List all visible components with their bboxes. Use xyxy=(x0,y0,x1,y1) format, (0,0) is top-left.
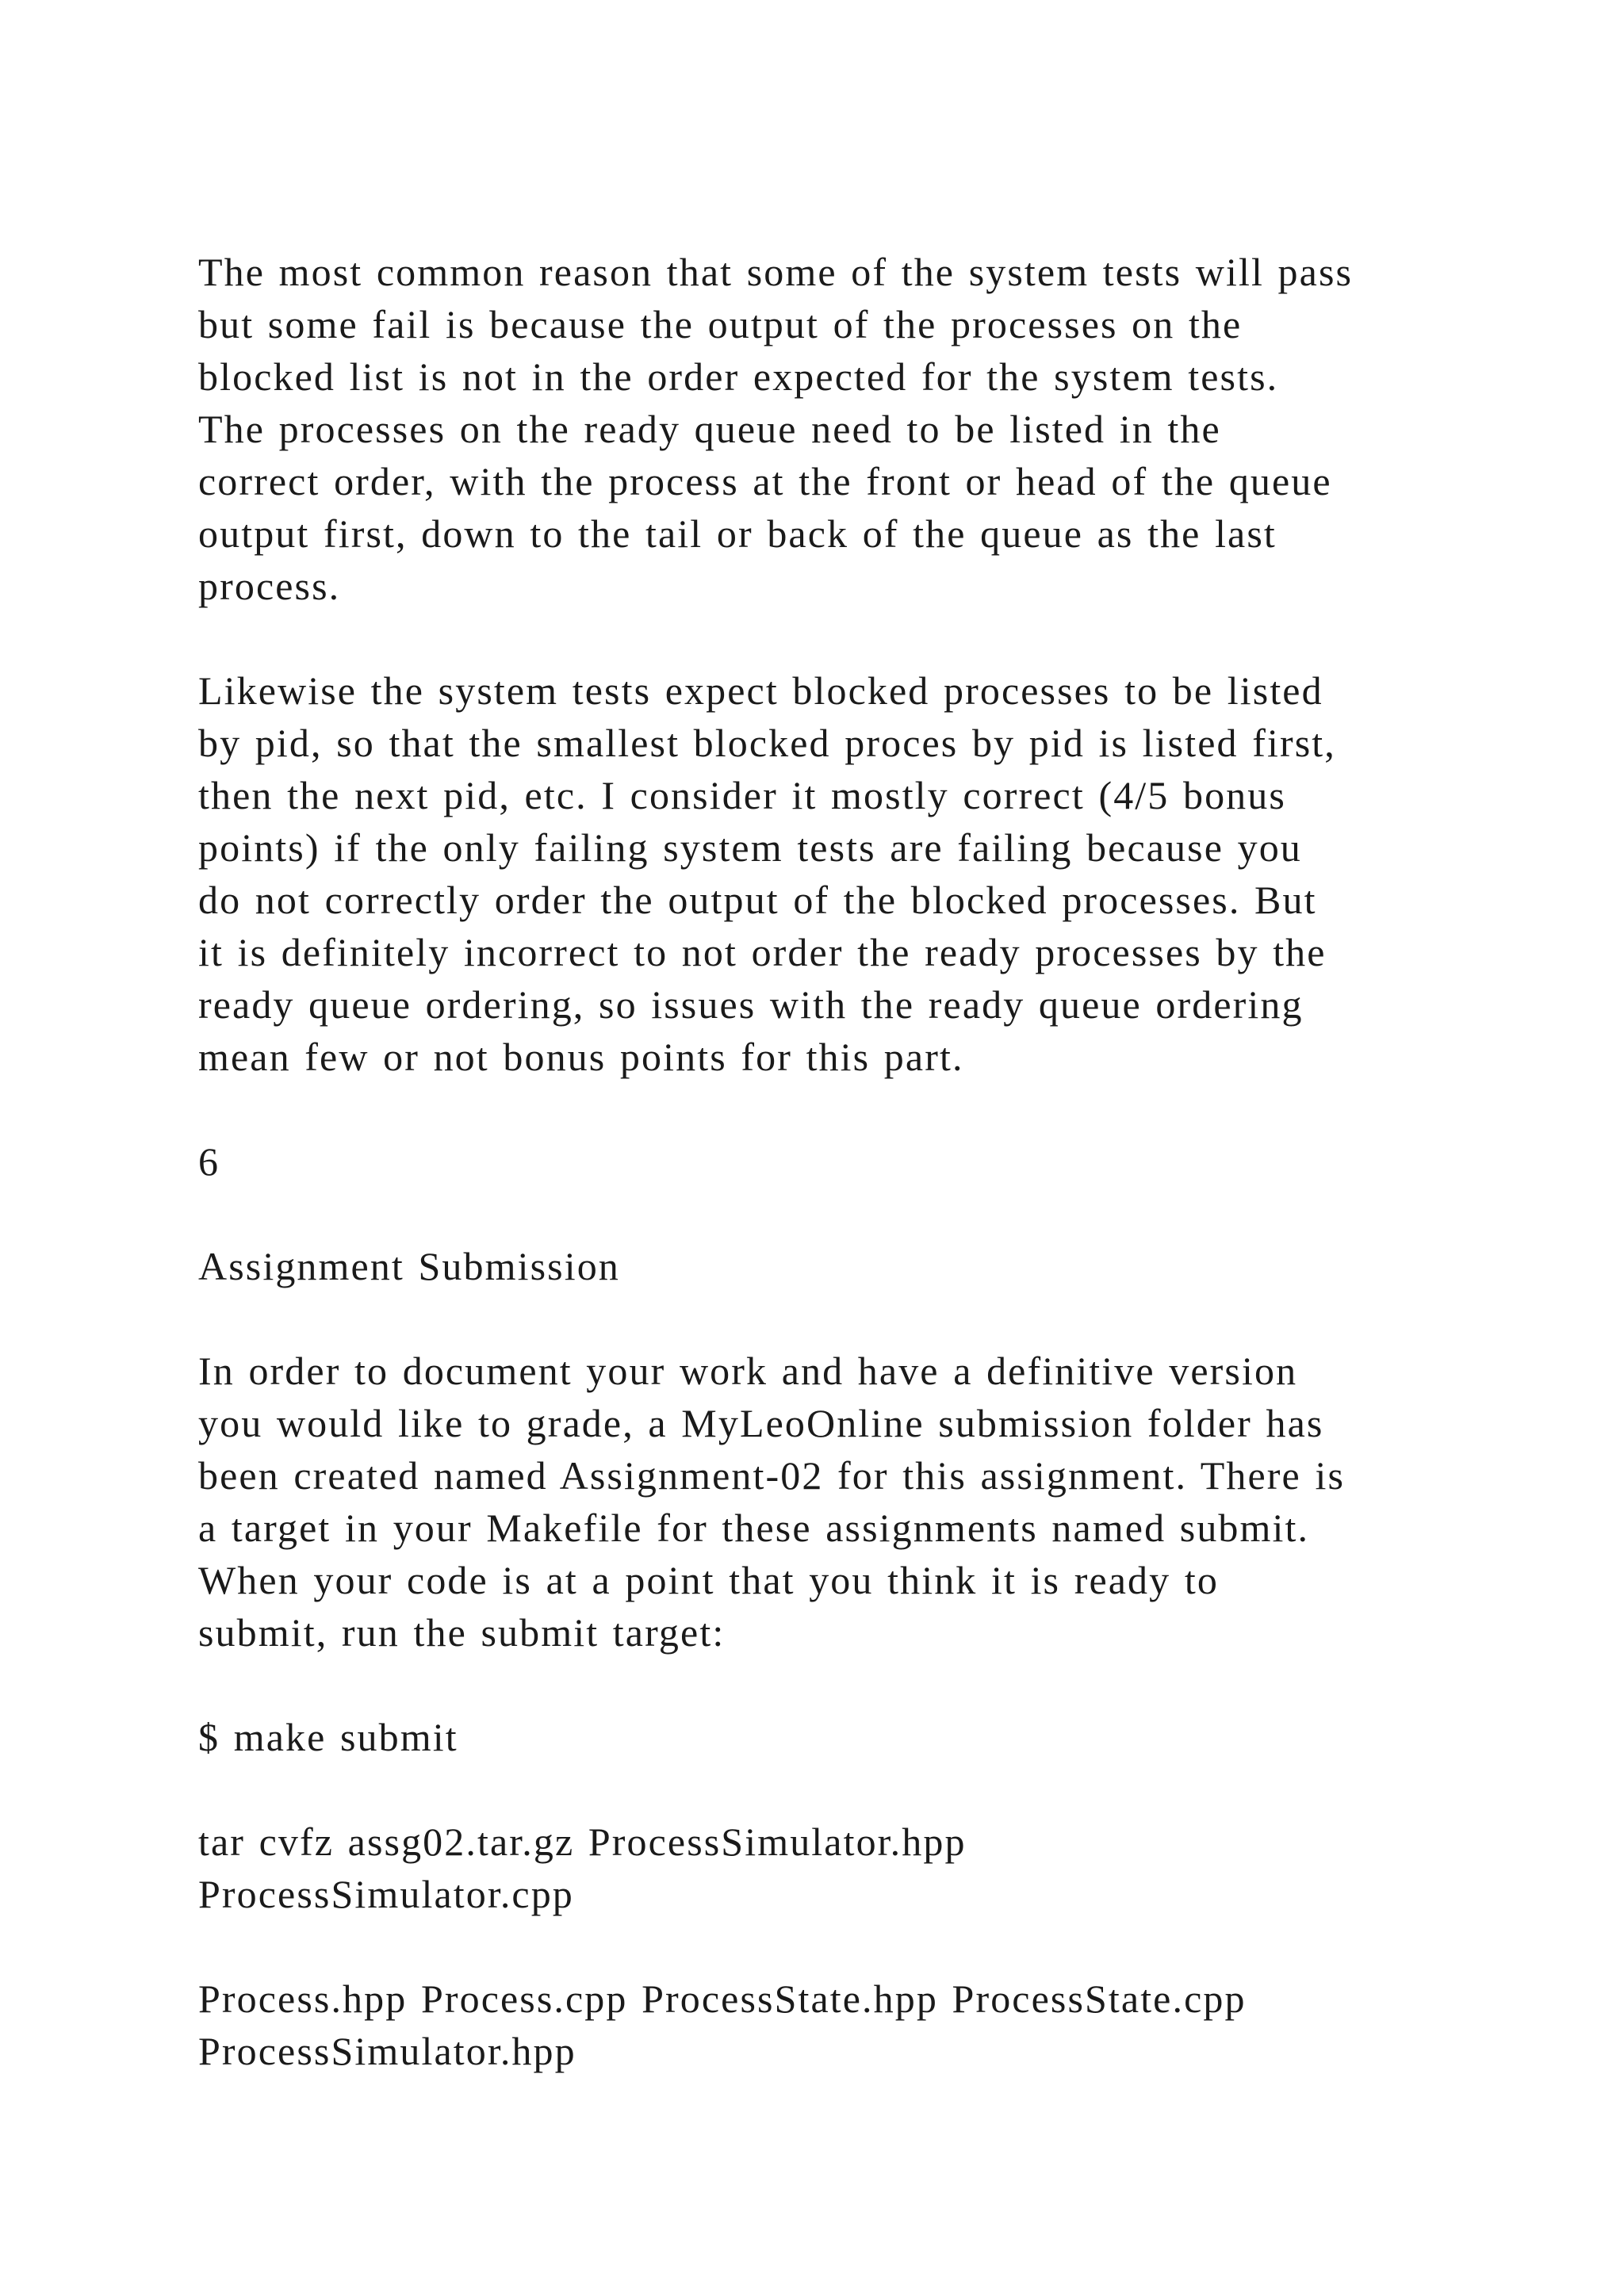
heading-text: Assignment Submission xyxy=(198,1244,620,1288)
text-line: you would like to grade, a MyLeoOnline submission folder has xyxy=(198,1401,1324,1445)
paragraph-submission-instructions xyxy=(198,1345,1530,1659)
text-line: blocked list is not in the order expected for the system tests. xyxy=(198,354,1279,399)
paragraph-blocked-by-pid xyxy=(198,664,1530,1083)
section-number xyxy=(198,1135,1530,1188)
text-line: been created named Assignment-02 for this assignment. There is xyxy=(198,1453,1345,1498)
section-heading xyxy=(198,1240,1530,1292)
tar-command xyxy=(198,1816,1530,1920)
make-submit-command xyxy=(198,1711,1530,1763)
text-line: submit, run the submit target: xyxy=(198,1610,726,1655)
text-line: ProcessSimulator.hpp xyxy=(198,2029,576,2073)
text-line: points) if the only failing system tests are failing because you xyxy=(198,825,1302,870)
text-line: a target in your Makefile for these assignments named submit. xyxy=(198,1506,1310,1550)
text-line: output first, down to the tail or back of the queue as the last xyxy=(198,511,1277,556)
document-page xyxy=(198,246,1530,2130)
command-text: $ make submit xyxy=(198,1715,458,1759)
text-line: The most common reason that some of the system tests will pass xyxy=(198,250,1354,294)
command-text: tar cvfz assg02.tar.gz ProcessSimulator.hpp xyxy=(198,1820,967,1864)
command-text: ProcessSimulator.cpp xyxy=(198,1872,574,1916)
file-list xyxy=(198,1973,1530,2077)
text-line: it is definitely incorrect to not order the ready processes by the xyxy=(198,930,1327,974)
text-line: do not correctly order the output of the blocked processes. But xyxy=(198,878,1317,922)
text-line: When your code is at a point that you think it is ready to xyxy=(198,1558,1219,1602)
text-line: Process.hpp Process.cpp ProcessState.hpp ProcessState.cpp xyxy=(198,1976,1247,2021)
paragraph-system-tests-order xyxy=(198,246,1530,612)
text-line: 6 xyxy=(198,1139,220,1184)
text-line: by pid, so that the smallest blocked proces by pid is listed first, xyxy=(198,721,1336,765)
text-line: ready queue ordering, so issues with the ready queue ordering xyxy=(198,982,1304,1027)
text-line: then the next pid, etc. I consider it mostly correct (4/5 bonus xyxy=(198,773,1286,817)
text-line: but some fail is because the output of the processes on the xyxy=(198,302,1243,346)
text-line: process. xyxy=(198,564,341,608)
text-line: In order to document your work and have a definitive version xyxy=(198,1349,1298,1393)
text-line: mean few or not bonus points for this part. xyxy=(198,1035,964,1079)
text-line: Likewise the system tests expect blocked processes to be listed xyxy=(198,668,1323,713)
text-line: correct order, with the process at the front or head of the queue xyxy=(198,459,1332,503)
text-line: The processes on the ready queue need to be listed in the xyxy=(198,407,1221,451)
